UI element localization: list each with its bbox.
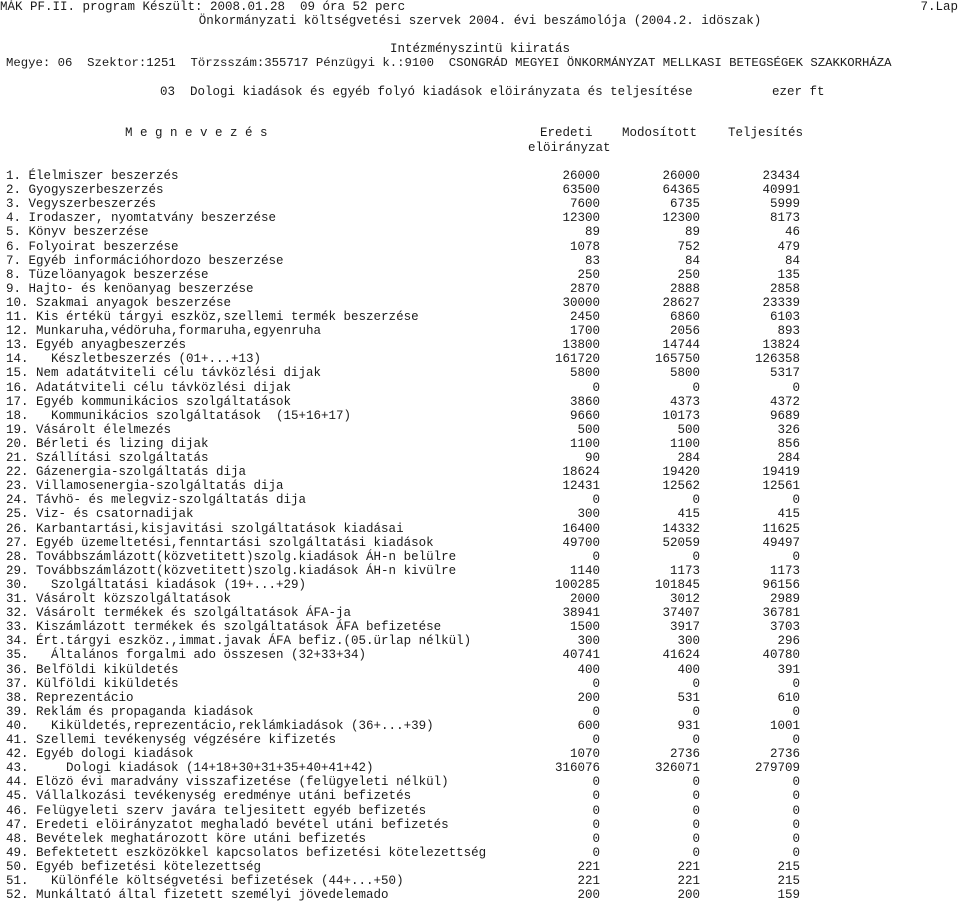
row-label: 52. Munkáltató által fizetett személyi jövedelemado	[6, 888, 389, 903]
row-modified-value: 101845	[654, 577, 700, 592]
row-modified-value: 200	[677, 888, 700, 903]
row-original-value: 0	[592, 549, 600, 564]
row-label: 30. Szolgáltatási kiadások (19+...+29)	[6, 577, 307, 592]
row-label: 34. Ért.tárgyi eszköz.,immat.javak ÁFA befiz.(05.ürlap nélkül)	[6, 634, 472, 649]
row-modified-value: 26000	[662, 169, 700, 183]
row-actual-value: 49497	[762, 535, 800, 550]
row-label: 41. Szellemi tevékenység végzésére kifizetés	[6, 733, 337, 747]
row-label: 36. Belföldi kiküldetés	[6, 662, 179, 677]
row-original-value: 38941	[562, 606, 600, 621]
row-label: 5. Könyv beszerzése	[6, 225, 149, 240]
row-original-value: 1700	[569, 324, 600, 339]
column-header-original-line2: elöirányzat	[528, 141, 611, 155]
row-actual-value: 893	[777, 324, 800, 339]
row-modified-value: 2888	[669, 281, 700, 296]
row-modified-value: 14332	[662, 521, 700, 536]
row-actual-value: 3703	[769, 620, 800, 635]
row-label: 26. Karbantartási,kisjavitási szolgáltatások kiadásai	[6, 521, 404, 536]
row-original-value: 300	[577, 507, 600, 522]
table-row	[0, 691, 960, 705]
row-original-value: 161720	[554, 352, 600, 367]
row-modified-value: 4373	[669, 394, 700, 409]
row-original-value: 300	[577, 634, 600, 649]
section-title: 03 Dologi kiadások és egyéb folyó kiadások elöirányzata és teljesítése	[160, 85, 693, 99]
row-actual-value: 159	[777, 888, 800, 903]
row-original-value: 2450	[569, 310, 600, 324]
row-actual-value: 40991	[762, 183, 800, 198]
row-label: 38. Reprezentácio	[6, 690, 134, 705]
row-label: 17. Egyéb kommunikácios szolgáltatások	[6, 394, 292, 409]
row-actual-value: 11625	[762, 521, 800, 536]
row-original-value: 316076	[554, 761, 600, 776]
table-row	[0, 381, 960, 395]
row-label: 35. Általános forgalmi ado összesen (32+33+34)	[6, 648, 367, 663]
table-row	[0, 352, 960, 366]
table-row	[0, 550, 960, 564]
row-actual-value: 0	[792, 549, 800, 564]
row-actual-value: 326	[777, 422, 800, 437]
row-actual-value: 2736	[769, 747, 800, 762]
table-row	[0, 705, 960, 719]
row-original-value: 1100	[569, 436, 600, 451]
row-modified-value: 3012	[669, 592, 700, 606]
row-modified-value: 0	[692, 803, 700, 818]
row-modified-value: 0	[692, 549, 700, 564]
row-original-value: 5800	[569, 366, 600, 381]
row-original-value: 9660	[569, 408, 600, 423]
row-actual-value: 0	[792, 676, 800, 691]
row-label: 43. Dologi kiadások (14+18+30+31+35+40+41+42)	[6, 761, 374, 776]
column-header-original: Eredeti	[540, 126, 593, 140]
row-original-value: 18624	[562, 465, 600, 480]
row-original-value: 250	[577, 267, 600, 282]
row-actual-value: 40780	[762, 648, 800, 663]
row-modified-value: 52059	[662, 535, 700, 550]
row-original-value: 200	[577, 690, 600, 705]
row-actual-value: 284	[777, 451, 800, 465]
table-row	[0, 789, 960, 803]
row-actual-value: 84	[784, 253, 800, 268]
table-row	[0, 775, 960, 789]
row-modified-value: 400	[677, 662, 700, 677]
row-label: 11. Kis értékü tárgyi eszköz,szellemi termék beszerzése	[6, 310, 419, 324]
table-row	[0, 846, 960, 860]
row-modified-value: 0	[692, 775, 700, 790]
row-modified-value: 12562	[662, 479, 700, 494]
row-original-value: 2000	[569, 592, 600, 606]
row-actual-value: 0	[792, 493, 800, 508]
row-actual-value: 4372	[769, 394, 800, 409]
row-original-value: 16400	[562, 521, 600, 536]
row-modified-value: 0	[692, 733, 700, 747]
table-row	[0, 818, 960, 832]
row-actual-value: 0	[792, 775, 800, 790]
table-row	[0, 268, 960, 282]
row-actual-value: 0	[792, 845, 800, 860]
row-modified-value: 300	[677, 634, 700, 649]
row-label: 40. Kiküldetés,reprezentácio,reklámkiadások (36+...+39)	[6, 718, 434, 733]
row-modified-value: 284	[677, 451, 700, 465]
row-original-value: 0	[592, 380, 600, 395]
row-modified-value: 41624	[662, 648, 700, 663]
row-original-value: 100285	[554, 577, 600, 592]
table-row	[0, 225, 960, 239]
table-row	[0, 832, 960, 846]
row-original-value: 1140	[569, 563, 600, 578]
row-original-value: 0	[592, 845, 600, 860]
row-actual-value: 9689	[769, 408, 800, 423]
report-header-left: MÁK PF.II. program Készült: 2008.01.28 09 óra 52 perc	[0, 0, 406, 14]
row-label: 4. Irodaszer, nyomtatvány beszerzése	[6, 211, 277, 226]
row-original-value: 26000	[562, 169, 600, 183]
row-original-value: 200	[577, 888, 600, 903]
row-label: 29. Továbbszámlázott(közvetitett)szolg.kiadások ÁH-n kivülre	[6, 563, 457, 578]
row-original-value: 12300	[562, 211, 600, 226]
row-actual-value: 23434	[762, 169, 800, 183]
row-original-value: 49700	[562, 535, 600, 550]
row-label: 44. Elözö évi maradvány visszafizetése (felügyeleti nélkül)	[6, 775, 449, 790]
table-row	[0, 338, 960, 352]
table-row	[0, 536, 960, 550]
row-modified-value: 0	[692, 704, 700, 719]
row-label: 22. Gázenergia-szolgáltatás dija	[6, 465, 247, 480]
row-actual-value: 8173	[769, 211, 800, 226]
row-actual-value: 5999	[769, 197, 800, 212]
row-label: 51. Különféle költségvetési befizetések (44+...+50)	[6, 874, 404, 888]
row-modified-value: 28627	[662, 295, 700, 310]
row-actual-value: 479	[777, 239, 800, 254]
row-modified-value: 1100	[669, 436, 700, 451]
table-row	[0, 564, 960, 578]
column-header-modified: Modosított	[622, 126, 698, 140]
row-modified-value: 6735	[669, 197, 700, 212]
column-header-name: M e g n e v e z é s	[125, 126, 268, 140]
row-original-value: 1070	[569, 747, 600, 762]
row-actual-value: 1001	[769, 718, 800, 733]
table-row	[0, 493, 960, 507]
table-row	[0, 423, 960, 437]
row-original-value: 3860	[569, 394, 600, 409]
row-modified-value: 531	[677, 690, 700, 705]
table-row	[0, 197, 960, 211]
row-label: 39. Reklám és propaganda kiadások	[6, 704, 254, 719]
row-modified-value: 221	[677, 874, 700, 888]
row-actual-value: 126358	[754, 352, 800, 367]
table-row	[0, 437, 960, 451]
row-label: 10. Szakmai anyagok beszerzése	[6, 295, 232, 310]
row-label: 47. Eredeti elöirányzatot meghaladó bevétel utáni befizetés	[6, 817, 449, 832]
table-row	[0, 324, 960, 338]
table-row	[0, 719, 960, 733]
row-modified-value: 221	[677, 859, 700, 874]
row-original-value: 90	[584, 451, 600, 465]
row-label: 49. Befektetett eszközökkel kapcsolatos befizetési kötelezettség	[6, 845, 487, 860]
row-modified-value: 12300	[662, 211, 700, 226]
row-original-value: 0	[592, 704, 600, 719]
table-row	[0, 183, 960, 197]
row-actual-value: 0	[792, 831, 800, 846]
table-row	[0, 451, 960, 465]
column-header-actual: Teljesítés	[728, 126, 804, 140]
row-original-value: 221	[577, 874, 600, 888]
row-actual-value: 415	[777, 507, 800, 522]
row-actual-value: 0	[792, 704, 800, 719]
row-original-value: 0	[592, 817, 600, 832]
row-actual-value: 2989	[769, 592, 800, 606]
row-actual-value: 5317	[769, 366, 800, 381]
row-original-value: 1078	[569, 239, 600, 254]
row-modified-value: 3917	[669, 620, 700, 635]
row-actual-value: 215	[777, 874, 800, 888]
page-number: 7.Lap	[920, 0, 958, 14]
row-actual-value: 0	[792, 803, 800, 818]
table-row	[0, 282, 960, 296]
row-original-value: 89	[584, 225, 600, 240]
row-original-value: 221	[577, 859, 600, 874]
row-actual-value: 23339	[762, 295, 800, 310]
row-actual-value: 0	[792, 789, 800, 804]
row-label: 32. Vásárolt termékek és szolgáltatások ÁFA-ja	[6, 606, 352, 621]
row-original-value: 2870	[569, 281, 600, 296]
row-original-value: 0	[592, 493, 600, 508]
row-original-value: 0	[592, 775, 600, 790]
row-modified-value: 250	[677, 267, 700, 282]
row-modified-value: 64365	[662, 183, 700, 198]
row-original-value: 83	[584, 253, 600, 268]
row-original-value: 40741	[562, 648, 600, 663]
row-label: 18. Kommunikácios szolgáltatások (15+16+17)	[6, 408, 352, 423]
row-original-value: 13800	[562, 338, 600, 353]
table-row	[0, 804, 960, 818]
row-modified-value: 0	[692, 380, 700, 395]
table-row	[0, 169, 960, 183]
table-row	[0, 465, 960, 479]
row-modified-value: 89	[684, 225, 700, 240]
row-label: 14. Készletbeszerzés (01+...+13)	[6, 352, 262, 367]
table-row	[0, 634, 960, 648]
table-row	[0, 522, 960, 536]
row-modified-value: 10173	[662, 408, 700, 423]
row-actual-value: 279709	[754, 761, 800, 776]
row-actual-value: 135	[777, 267, 800, 282]
row-modified-value: 19420	[662, 465, 700, 480]
row-modified-value: 5800	[669, 366, 700, 381]
table-row	[0, 606, 960, 620]
row-original-value: 0	[592, 831, 600, 846]
row-modified-value: 0	[692, 676, 700, 691]
row-modified-value: 2056	[669, 324, 700, 339]
row-actual-value: 2858	[769, 281, 800, 296]
table-row	[0, 409, 960, 423]
table-row	[0, 507, 960, 521]
row-label: 1. Élelmiszer beszerzés	[6, 169, 179, 183]
row-actual-value: 0	[792, 817, 800, 832]
table-row	[0, 620, 960, 634]
table-row	[0, 366, 960, 380]
row-label: 28. Továbbszámlázott(közvetitett)szolg.kiadások ÁH-n belülre	[6, 549, 457, 564]
row-label: 20. Bérleti és lizing dijak	[6, 436, 209, 451]
row-label: 15. Nem adatátviteli célu távközlési dijak	[6, 366, 322, 381]
row-original-value: 1500	[569, 620, 600, 635]
institution-info: Megye: 06 Szektor:1251 Törzsszám:355717 Pénzügyi k.:9100 CSONGRÁD MEGYEI ÖNKORMÁNYZAT MELLKASI BETEGSÉGEK SZAKKORHÁZA	[6, 56, 892, 70]
row-label: 19. Vásárolt élelmezés	[6, 422, 172, 437]
table-row	[0, 296, 960, 310]
table-row	[0, 761, 960, 775]
row-modified-value: 1173	[669, 563, 700, 578]
row-actual-value: 0	[792, 733, 800, 747]
row-modified-value: 0	[692, 845, 700, 860]
table-row	[0, 888, 960, 902]
table-row	[0, 592, 960, 606]
row-original-value: 63500	[562, 183, 600, 198]
row-actual-value: 391	[777, 662, 800, 677]
row-label: 25. Viz- és csatornadijak	[6, 507, 194, 522]
row-modified-value: 752	[677, 239, 700, 254]
row-original-value: 0	[592, 803, 600, 818]
table-row	[0, 747, 960, 761]
row-label: 50. Egyéb befizetési kötelezettség	[6, 859, 262, 874]
table-row	[0, 240, 960, 254]
table-row	[0, 860, 960, 874]
row-actual-value: 13824	[762, 338, 800, 353]
row-original-value: 600	[577, 718, 600, 733]
row-modified-value: 931	[677, 718, 700, 733]
row-actual-value: 6103	[769, 310, 800, 324]
row-modified-value: 415	[677, 507, 700, 522]
unit-label: ezer ft	[772, 85, 825, 99]
row-actual-value: 96156	[762, 577, 800, 592]
row-label: 33. Kiszámlázott termékek és szolgáltatások ÁFA befizetése	[6, 620, 442, 635]
table-row	[0, 648, 960, 662]
row-actual-value: 856	[777, 436, 800, 451]
row-modified-value: 0	[692, 493, 700, 508]
row-modified-value: 326071	[654, 761, 700, 776]
row-label: 3. Vegyszerbeszerzés	[6, 197, 157, 212]
row-actual-value: 12561	[762, 479, 800, 494]
row-label: 45. Vállalkozási tevékenység eredménye utáni befizetés	[6, 789, 412, 804]
row-original-value: 7600	[569, 197, 600, 212]
row-label: 31. Vásárolt közszolgáltatások	[6, 592, 232, 606]
row-original-value: 0	[592, 789, 600, 804]
row-label: 9. Hajto- és kenöanyag beszerzése	[6, 281, 254, 296]
table-row	[0, 677, 960, 691]
row-label: 27. Egyéb üzemeltetési,fenntartási szolgáltatási kiadások	[6, 535, 434, 550]
row-label: 8. Tüzelöanyagok beszerzése	[6, 267, 209, 282]
row-actual-value: 296	[777, 634, 800, 649]
row-label: 23. Villamosenergia-szolgáltatás dija	[6, 479, 284, 494]
row-modified-value: 0	[692, 831, 700, 846]
row-label: 21. Szállítási szolgáltatás	[6, 451, 209, 465]
row-label: 46. Felügyeleti szerv javára teljesitett egyéb befizetés	[6, 803, 427, 818]
row-modified-value: 0	[692, 789, 700, 804]
row-label: 12. Munkaruha,védöruha,formaruha,egyenruha	[6, 324, 322, 339]
row-original-value: 500	[577, 422, 600, 437]
row-label: 48. Bevételek meghatározott köre utáni befizetés	[6, 831, 367, 846]
row-actual-value: 0	[792, 380, 800, 395]
table-row	[0, 874, 960, 888]
report-subtitle: Önkormányzati költségvetési szervek 2004. évi beszámolója (2004.2. idöszak)	[198, 14, 762, 28]
table-row	[0, 395, 960, 409]
row-modified-value: 2736	[669, 747, 700, 762]
table-row	[0, 578, 960, 592]
row-modified-value: 6860	[669, 310, 700, 324]
row-modified-value: 165750	[654, 352, 700, 367]
row-original-value: 0	[592, 676, 600, 691]
row-original-value: 12431	[562, 479, 600, 494]
row-label: 6. Folyoirat beszerzése	[6, 239, 179, 254]
row-label: 7. Egyéb információhordozo beszerzése	[6, 253, 284, 268]
table-row	[0, 663, 960, 677]
report-scope: Intézményszintü kiiratás	[389, 42, 571, 56]
row-label: 16. Adatátviteli célu távközlési dijak	[6, 380, 292, 395]
row-label: 37. Külföldi kiküldetés	[6, 676, 179, 691]
row-actual-value: 1173	[769, 563, 800, 578]
row-modified-value: 500	[677, 422, 700, 437]
row-original-value: 400	[577, 662, 600, 677]
row-modified-value: 14744	[662, 338, 700, 353]
table-row	[0, 254, 960, 268]
row-actual-value: 36781	[762, 606, 800, 621]
row-modified-value: 84	[684, 253, 700, 268]
table-row	[0, 479, 960, 493]
row-actual-value: 19419	[762, 465, 800, 480]
row-actual-value: 610	[777, 690, 800, 705]
row-label: 13. Egyéb anyagbeszerzés	[6, 338, 187, 353]
row-original-value: 0	[592, 733, 600, 747]
row-label: 24. Távhö- és melegviz-szolgáltatás dija	[6, 493, 307, 508]
row-modified-value: 37407	[662, 606, 700, 621]
table-row	[0, 310, 960, 324]
row-actual-value: 46	[784, 225, 800, 240]
row-label: 42. Egyéb dologi kiadások	[6, 747, 194, 762]
row-modified-value: 0	[692, 817, 700, 832]
table-row	[0, 733, 960, 747]
table-row	[0, 211, 960, 225]
row-label: 2. Gyogyszerbeszerzés	[6, 183, 164, 198]
row-original-value: 30000	[562, 295, 600, 310]
row-actual-value: 215	[777, 859, 800, 874]
